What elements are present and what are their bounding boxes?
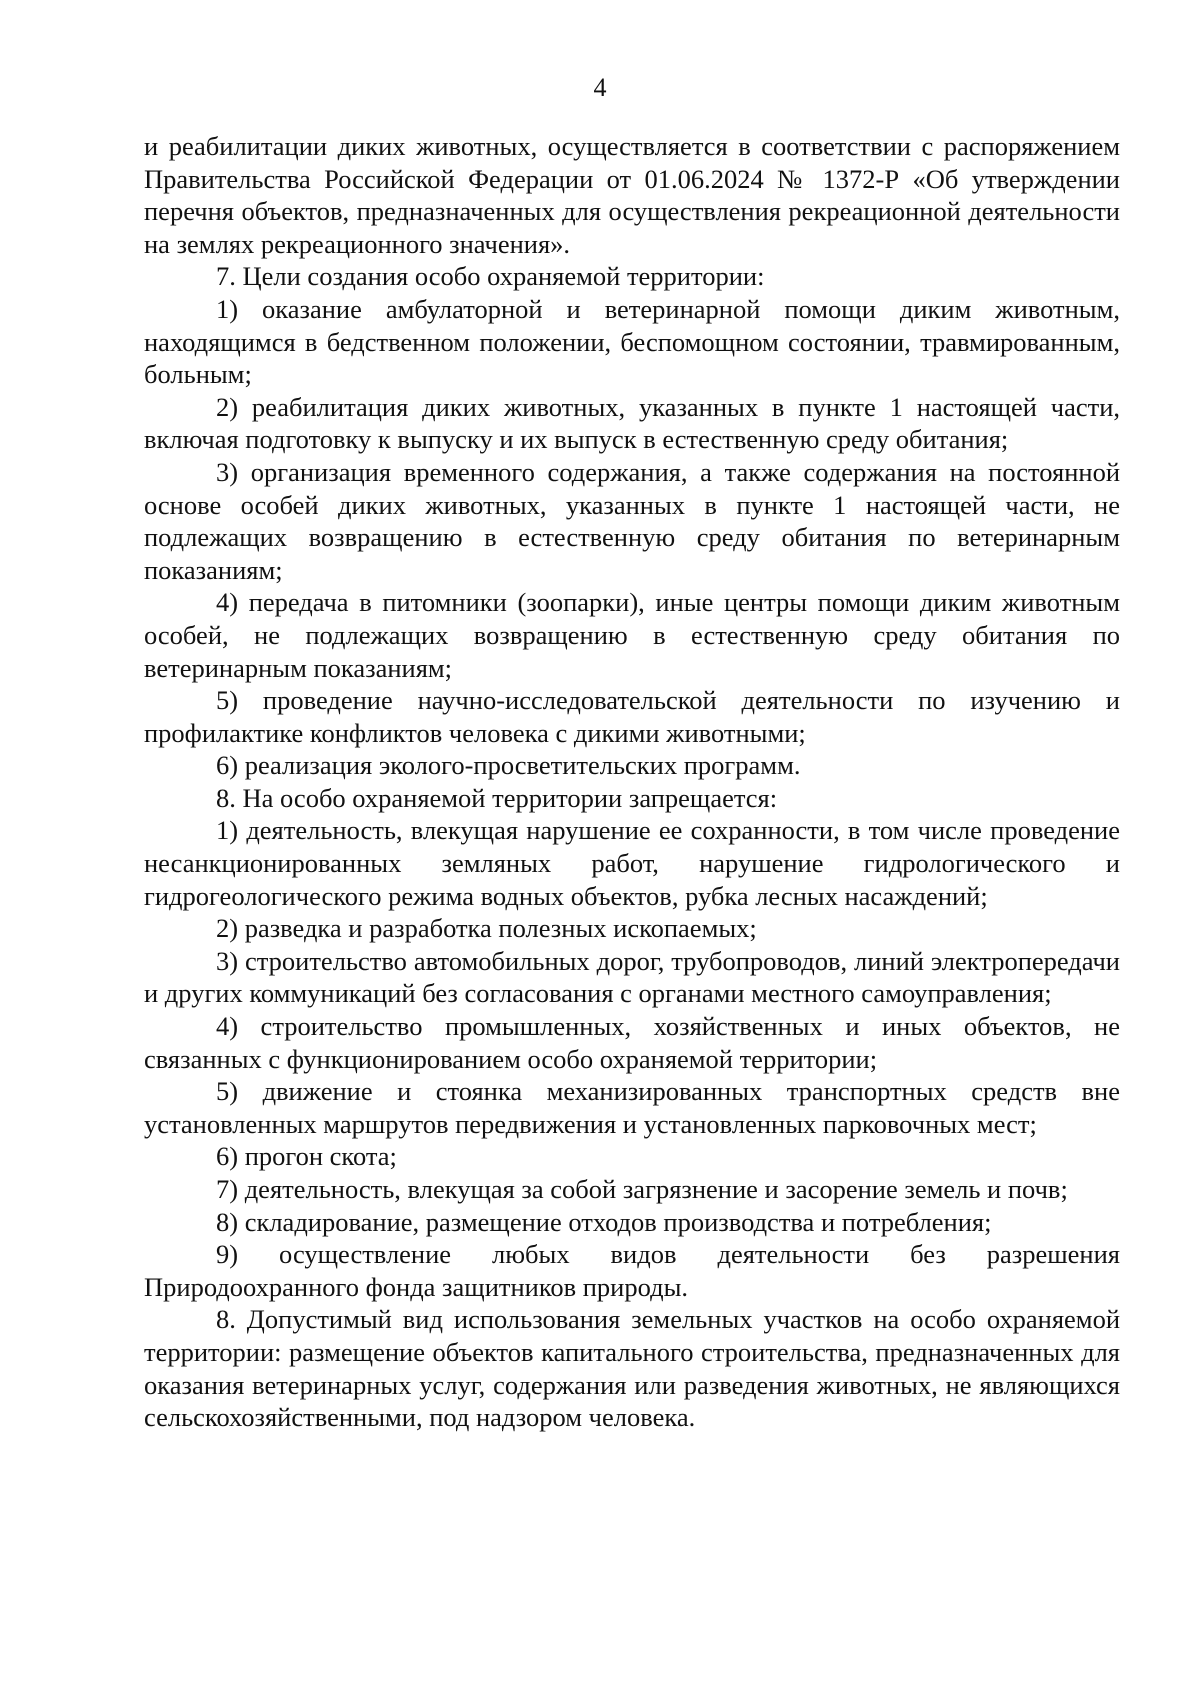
paragraph-continuation: и реабилитации диких животных, осуществляется в соответствии с распоряжением Правительства Российской Федерации от 01.06.2024 № 1372-Р «Об утверждении перечня объектов, предназначенных для осуществления рекреационной деятельности на землях рекреационного значения». (144, 131, 1120, 259)
section-7-item-4: 4) передача в питомники (зоопарки), иные центры помощи диким животным особей, не подлежащих возвращению в естественную среду обитания по ветеринарным показаниям; (144, 587, 1120, 683)
section-7-item-5: 5) проведение научно-исследовательской деятельности по изучению и профилактике конфликтов человека с дикими животными; (144, 685, 1120, 748)
section-8-item-5: 5) движение и стоянка механизированных транспортных средств вне установленных маршрутов передвижения и установленных парковочных мест; (144, 1076, 1120, 1139)
section-8-item-6: 6) прогон скота; (216, 1141, 397, 1172)
section-7-item-6: 6) реализация эколого-просветительских программ. (216, 750, 801, 781)
section-8-item-2: 2) разведка и разработка полезных ископаемых; (216, 913, 757, 944)
section-8-land-use: 8. Допустимый вид использования земельных участков на особо охраняемой территории: размещение объектов капитального строительства, предназначенных для оказания ветеринарных услуг, содержания или разведения животных, не являющихся сельскохозяйственными, под надзором человека. (144, 1304, 1120, 1433)
section-8-item-1: 1) деятельность, влекущая нарушение ее сохранности, в том числе проведение несанкционированных земляных работ, нарушение гидрологического и гидрогеологического режима водных объектов, рубка лесных насаждений; (144, 815, 1120, 911)
page-number: 4 (593, 73, 607, 102)
section-7-item-3: 3) организация временного содержания, а также содержания на постоянной основе особей диких животных, указанных в пункте 1 настоящей части, не подлежащих возвращению в естественную среду обитания по ветеринарным показаниям; (144, 456, 1120, 585)
section-7-item-2: 2) реабилитация диких животных, указанных в пункте 1 настоящей части, включая подготовку к выпуску и их выпуск в естественную среду обитания; (144, 391, 1120, 455)
document-body (144, 130, 1120, 1434)
section-8-heading: 8. На особо охраняемой территории запрещается: (216, 782, 778, 813)
section-8-item-7: 7) деятельность, влекущая за собой загрязнение и засорение земель и почв; (216, 1174, 1068, 1204)
section-7-item-1: 1) оказание амбулаторной и ветеринарной помощи диким животным, находящимся в бедственном положении, беспомощном состоянии, травмированным, больным; (144, 293, 1120, 390)
section-8-item-4: 4) строительство промышленных, хозяйственных и иных объектов, не связанных с функционированием особо охраняемой территории; (144, 1011, 1120, 1074)
section-7-heading: 7. Цели создания особо охраняемой территории: (216, 261, 765, 292)
section-8-item-8: 8) складирование, размещение отходов производства и потребления; (216, 1206, 992, 1237)
section-8-item-9: 9) осуществление любых видов деятельности без разрешения Природоохранного фонда защитников природы. (144, 1239, 1120, 1302)
section-8-item-3: 3) строительство автомобильных дорог, трубопроводов, линий электропередачи и других коммуникаций без согласования с органами местного самоуправления; (144, 945, 1120, 1009)
